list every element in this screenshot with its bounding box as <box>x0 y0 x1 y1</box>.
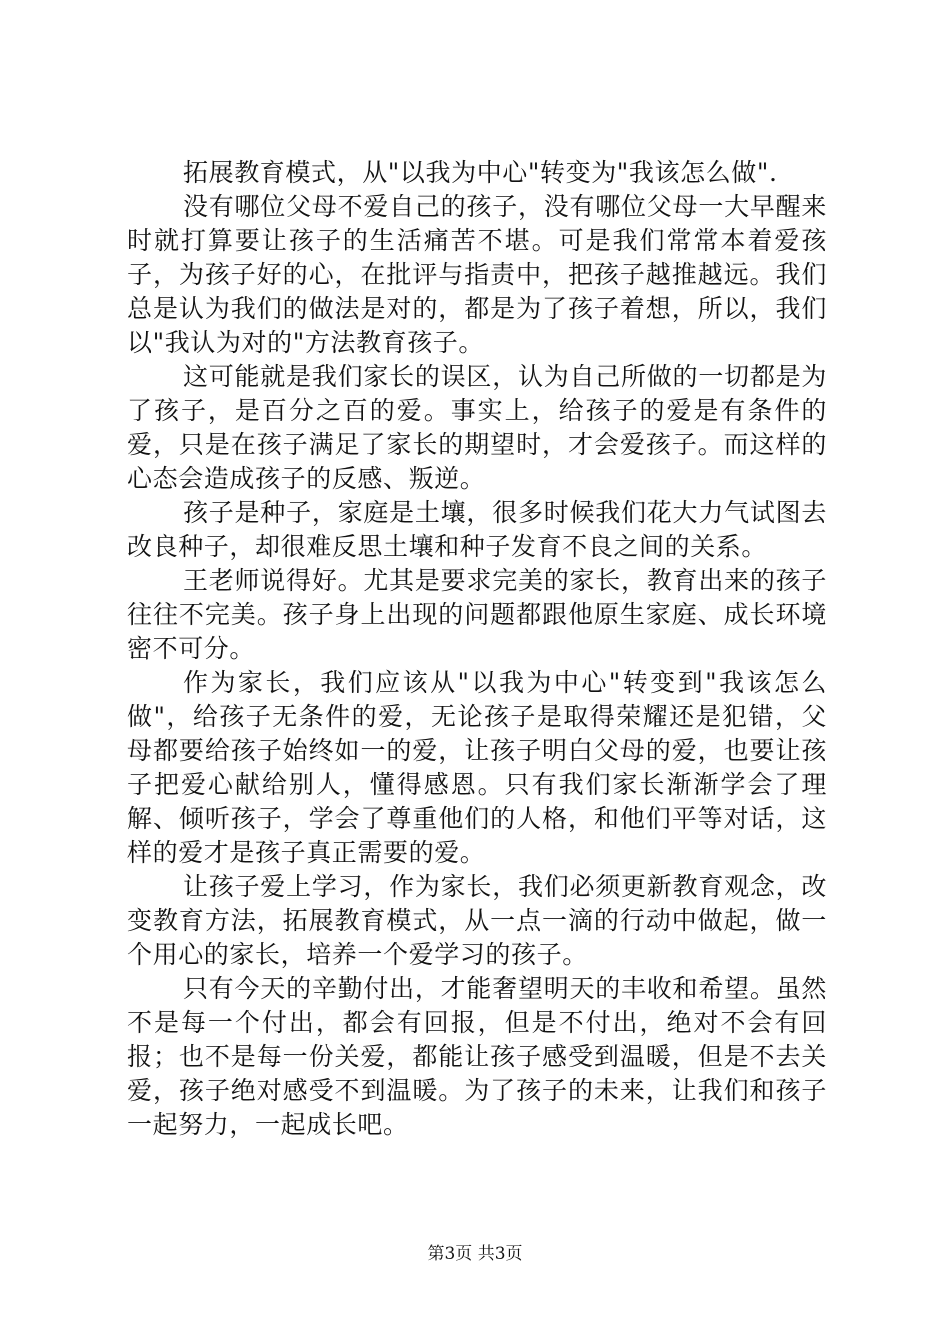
paragraph-4: 孩子是种子，家庭是土壤，很多时候我们花大力气试图去改良种子，却很难反思土壤和种子发育不良之间的关系。 <box>127 498 827 561</box>
document-body <box>127 156 827 1142</box>
paragraph-8: 只有今天的辛勤付出，才能奢望明天的丰收和希望。虽然不是每一个付出，都会有回报，但是不付出，绝对不会有回报；也不是每一份关爱，都能让孩子感受到温暖，但是不去关爱，孩子绝对感受不到温暖。为了孩子的未来，让我们和孩子一起努力，一起成长吧。 <box>127 974 827 1139</box>
page-footer <box>0 1243 950 1265</box>
paragraph-1: 拓展教育模式，从"以我为中心"转变为"我该怎么做". <box>183 158 778 187</box>
page-number-label: 第3页 共3页 <box>427 1244 523 1264</box>
paragraph-7: 让孩子爱上学习，作为家长，我们必须更新教育观念，改变教育方法，拓展教育模式，从一点一滴的行动中做起，做一个用心的家长，培养一个爱学习的孩子。 <box>127 872 827 969</box>
paragraph-2: 没有哪位父母不爱自己的孩子，没有哪位父母一大早醒来时就打算要让孩子的生活痛苦不堪。可是我们常常本着爱孩子，为孩子好的心，在批评与指责中，把孩子越推越远。我们总是认为我们的做法是对的，都是为了孩子着想，所以，我们以"我认为对的"方法教育孩子。 <box>127 192 827 357</box>
paragraph-5: 王老师说得好。尤其是要求完美的家长，教育出来的孩子往往不完美。孩子身上出现的问题都跟他原生家庭、成长环境密不可分。 <box>127 566 827 663</box>
paragraph-6: 作为家长，我们应该从"以我为中心"转变到"我该怎么做"，给孩子无条件的爱，无论孩子是取得荣耀还是犯错，父母都要给孩子始终如一的爱，让孩子明白父母的爱，也要让孩子把爱心献给别人，懂得感恩。只有我们家长渐渐学会了理解、倾听孩子，学会了尊重他们的人格，和他们平等对话，这样的爱才是孩子真正需要的爱。 <box>127 668 827 867</box>
paragraph-3: 这可能就是我们家长的误区，认为自己所做的一切都是为了孩子，是百分之百的爱。事实上，给孩子的爱是有条件的爱，只是在孩子满足了家长的期望时，才会爱孩子。而这样的心态会造成孩子的反感、叛逆。 <box>127 362 827 493</box>
